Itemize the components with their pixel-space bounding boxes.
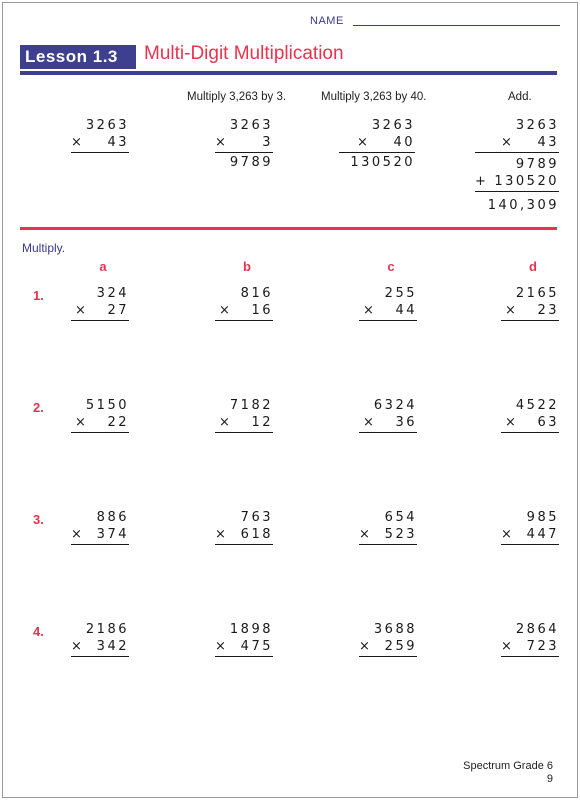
directions: Multiply. bbox=[22, 241, 66, 255]
name-field-line bbox=[353, 25, 560, 26]
answer-line bbox=[71, 432, 129, 433]
column-letter-c: c bbox=[387, 259, 395, 274]
answer-line bbox=[501, 320, 559, 321]
practice-problem bbox=[71, 285, 129, 321]
answer-line bbox=[475, 152, 559, 153]
answer-line bbox=[359, 320, 417, 321]
step3-top: 3263 bbox=[515, 118, 559, 133]
practice-problem bbox=[359, 285, 417, 321]
multiplier: 23 bbox=[537, 303, 559, 318]
step2-result: 130520 bbox=[350, 155, 415, 170]
multiplier: 16 bbox=[251, 303, 273, 318]
times-operator: × bbox=[219, 415, 233, 430]
multiplicand: 7182 bbox=[229, 398, 273, 413]
multiplicand: 654 bbox=[384, 510, 417, 525]
multiplicand: 985 bbox=[526, 510, 559, 525]
example-step3 bbox=[475, 117, 559, 214]
multiplier: 63 bbox=[537, 415, 559, 430]
multiplier: 27 bbox=[107, 303, 129, 318]
answer-line bbox=[359, 432, 417, 433]
multiplier: 723 bbox=[526, 639, 559, 654]
practice-problem bbox=[501, 397, 559, 433]
practice-problem bbox=[215, 621, 273, 657]
multiplicand: 886 bbox=[96, 510, 129, 525]
times-operator: × bbox=[501, 527, 515, 542]
times-operator: × bbox=[505, 303, 519, 318]
practice-problem bbox=[71, 621, 129, 657]
step1-result: 9789 bbox=[229, 155, 273, 170]
step2-top: 3263 bbox=[371, 118, 415, 133]
multiplier: 36 bbox=[395, 415, 417, 430]
multiplicand: 324 bbox=[96, 286, 129, 301]
times-operator: × bbox=[501, 639, 515, 654]
practice-problem bbox=[215, 509, 273, 545]
multiplier: 342 bbox=[96, 639, 129, 654]
multiplier: 22 bbox=[107, 415, 129, 430]
multiplier: 523 bbox=[384, 527, 417, 542]
multiplicand: 3688 bbox=[373, 622, 417, 637]
column-letter-a: a bbox=[99, 259, 107, 274]
answer-line bbox=[501, 432, 559, 433]
answer-line bbox=[71, 152, 129, 153]
multiplicand: 2864 bbox=[515, 622, 559, 637]
answer-line bbox=[215, 544, 273, 545]
practice-problem bbox=[501, 285, 559, 321]
times-operator: × bbox=[363, 415, 377, 430]
answer-line bbox=[501, 656, 559, 657]
multiplicand: 4522 bbox=[515, 398, 559, 413]
times-operator: × bbox=[215, 135, 229, 150]
answer-line bbox=[501, 544, 559, 545]
multiplicand: 2186 bbox=[85, 622, 129, 637]
practice-problem bbox=[359, 397, 417, 433]
example-problem-bottom: 43 bbox=[107, 135, 129, 150]
row-number: 4. bbox=[33, 624, 44, 639]
example-heading-step2: Multiply 3,263 by 40. bbox=[321, 91, 427, 103]
practice-problem bbox=[71, 509, 129, 545]
example-problem-top: 3263 bbox=[85, 118, 129, 133]
times-operator: × bbox=[359, 639, 373, 654]
lesson-badge: Lesson 1.3 bbox=[20, 45, 136, 69]
multiplier: 475 bbox=[240, 639, 273, 654]
sum-line bbox=[475, 191, 559, 192]
times-operator: × bbox=[71, 135, 85, 150]
times-operator: × bbox=[215, 527, 229, 542]
answer-line bbox=[359, 544, 417, 545]
multiplier: 259 bbox=[384, 639, 417, 654]
times-operator: × bbox=[357, 135, 371, 150]
multiplier: 12 bbox=[251, 415, 273, 430]
answer-line bbox=[215, 432, 273, 433]
multiplier: 618 bbox=[240, 527, 273, 542]
step3-total: 140,309 bbox=[487, 198, 559, 213]
answer-line bbox=[215, 656, 273, 657]
step3-partial1: 9789 bbox=[515, 157, 559, 172]
page-number: 9 bbox=[546, 773, 553, 785]
multiplicand: 816 bbox=[240, 286, 273, 301]
practice-problem bbox=[71, 397, 129, 433]
title-divider bbox=[20, 71, 557, 75]
multiplicand: 255 bbox=[384, 286, 417, 301]
example-step1 bbox=[215, 117, 273, 171]
times-operator: × bbox=[363, 303, 377, 318]
footer-series: Spectrum Grade 6 bbox=[463, 760, 553, 772]
section-divider bbox=[20, 227, 557, 230]
practice-problem bbox=[215, 285, 273, 321]
times-operator: × bbox=[71, 527, 85, 542]
answer-line bbox=[71, 656, 129, 657]
multiplicand: 6324 bbox=[373, 398, 417, 413]
times-operator: × bbox=[215, 639, 229, 654]
times-operator: × bbox=[75, 303, 89, 318]
example-heading-step3: Add. bbox=[508, 91, 532, 103]
times-operator: × bbox=[501, 135, 515, 150]
plus-operator: + bbox=[475, 174, 489, 189]
multiplicand: 763 bbox=[240, 510, 273, 525]
worksheet-page bbox=[2, 2, 578, 798]
practice-problem bbox=[215, 397, 273, 433]
multiplier: 374 bbox=[96, 527, 129, 542]
practice-problem bbox=[501, 621, 559, 657]
times-operator: × bbox=[219, 303, 233, 318]
practice-problem bbox=[501, 509, 559, 545]
column-letter-d: d bbox=[529, 259, 537, 274]
step1-bottom: 3 bbox=[262, 135, 273, 150]
times-operator: × bbox=[75, 415, 89, 430]
answer-line bbox=[359, 656, 417, 657]
times-operator: × bbox=[359, 527, 373, 542]
multiplier: 447 bbox=[526, 527, 559, 542]
practice-problem bbox=[359, 509, 417, 545]
column-letter-b: b bbox=[243, 259, 251, 274]
answer-line bbox=[71, 320, 129, 321]
row-number: 1. bbox=[33, 288, 44, 303]
times-operator: × bbox=[505, 415, 519, 430]
name-label: NAME bbox=[310, 15, 344, 27]
times-operator: × bbox=[71, 639, 85, 654]
step2-bottom: 40 bbox=[393, 135, 415, 150]
example-heading-step1: Multiply 3,263 by 3. bbox=[187, 91, 287, 103]
answer-line bbox=[71, 544, 129, 545]
lesson-title: Multi-Digit Multiplication bbox=[144, 43, 344, 64]
multiplicand: 1898 bbox=[229, 622, 273, 637]
row-number: 2. bbox=[33, 400, 44, 415]
multiplicand: 2165 bbox=[515, 286, 559, 301]
example-step2 bbox=[339, 117, 415, 171]
step3-bottom: 43 bbox=[537, 135, 559, 150]
example-problem bbox=[71, 117, 129, 153]
practice-problem bbox=[359, 621, 417, 657]
answer-line bbox=[215, 320, 273, 321]
step1-top: 3263 bbox=[229, 118, 273, 133]
multiplicand: 5150 bbox=[85, 398, 129, 413]
row-number: 3. bbox=[33, 512, 44, 527]
step3-partial2: 130520 bbox=[494, 174, 559, 189]
multiplier: 44 bbox=[395, 303, 417, 318]
